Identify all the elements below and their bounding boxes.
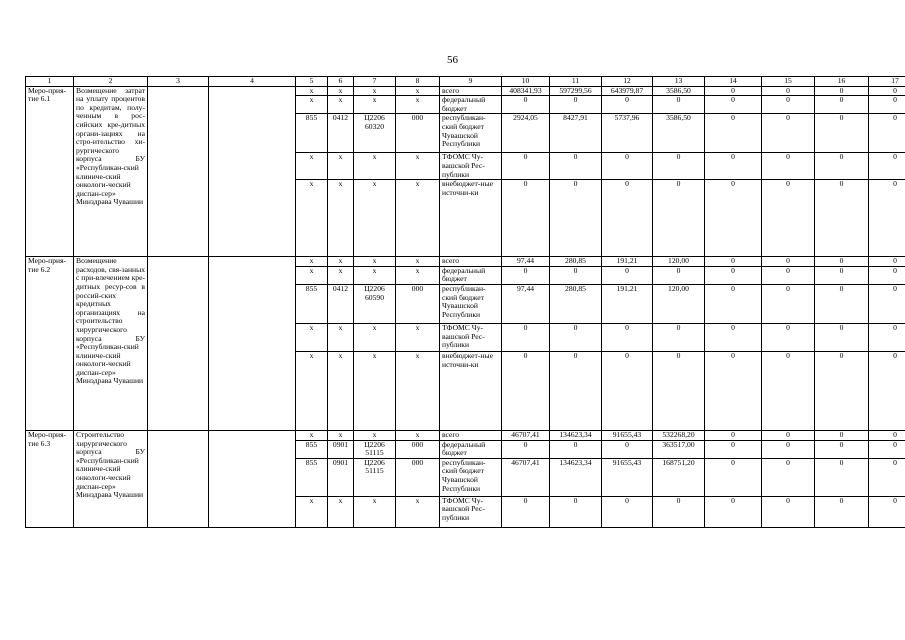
funding-amount: 0	[815, 323, 869, 351]
event-label: Меро-прия-тие 6.2	[26, 257, 74, 431]
funding-amount: 134623,34	[550, 430, 602, 440]
grbs-code: 855	[296, 440, 328, 458]
grbs-code: х	[296, 86, 328, 96]
expense-type-code: х	[396, 266, 440, 284]
funding-amount: 97,44	[502, 257, 550, 267]
funding-amount: 91655,43	[602, 458, 653, 496]
grbs-code: х	[296, 351, 328, 430]
funding-amount: 0	[869, 323, 905, 351]
funding-amount: 120,00	[653, 257, 705, 267]
event-label: Меро-прия-тие 6.3	[26, 430, 74, 527]
target-article-code: х	[354, 153, 396, 180]
funding-amount: 363517,00	[653, 440, 705, 458]
section-code: х	[328, 266, 354, 284]
grbs-code: 855	[296, 114, 328, 153]
grbs-code: х	[296, 266, 328, 284]
section-code: 0901	[328, 458, 354, 496]
budget-table	[25, 76, 905, 528]
funding-amount: 5737,96	[602, 114, 653, 153]
funding-amount: 3586,50	[653, 86, 705, 96]
funding-amount: 0	[602, 440, 653, 458]
funding-amount: 168751,20	[653, 458, 705, 496]
event-name: Возмещение расходов, свя-занных с при-влечением кре-дитных ресур-сов в россий-ских кредитных организациях на строительство хирургического корпуса БУ «Республикан-ский клиниче-ский онкологи-ческий диспан-сер» Минздрава Чувашии	[74, 257, 148, 431]
table-row	[26, 86, 905, 96]
event-label: Меро-прия-тие 6.1	[26, 86, 74, 257]
funding-amount: 0	[602, 180, 653, 257]
grbs-code: х	[296, 430, 328, 440]
grbs-code: х	[296, 496, 328, 527]
column-number: 7	[354, 77, 396, 87]
expense-type-code: х	[396, 86, 440, 96]
responsible-executor-cell	[148, 430, 209, 527]
expense-type-code: х	[396, 496, 440, 527]
funding-amount: 0	[815, 180, 869, 257]
co-executor-cell	[209, 257, 296, 431]
funding-source: федеральный бюджет	[440, 440, 502, 458]
section-code: х	[328, 323, 354, 351]
funding-source: внебюджет-ные источни-ки	[440, 351, 502, 430]
expense-type-code: 000	[396, 114, 440, 153]
funding-amount: 91655,43	[602, 430, 653, 440]
funding-amount: 0	[815, 86, 869, 96]
funding-source: федеральный бюджет	[440, 266, 502, 284]
grbs-code: х	[296, 323, 328, 351]
column-number: 6	[328, 77, 354, 87]
co-executor-cell	[209, 430, 296, 527]
funding-amount: 0	[815, 440, 869, 458]
funding-amount: 0	[653, 96, 705, 114]
funding-amount: 0	[869, 284, 905, 323]
responsible-executor-cell	[148, 86, 209, 257]
funding-amount: 0	[602, 323, 653, 351]
funding-amount: 0	[869, 430, 905, 440]
funding-source: республикан-ский бюджет Чувашской Республики	[440, 284, 502, 323]
funding-amount: 0	[602, 496, 653, 527]
funding-amount: 0	[550, 496, 602, 527]
column-number: 2	[74, 77, 148, 87]
funding-source: ТФОМС Чу-вашской Рес-публики	[440, 153, 502, 180]
column-number: 5	[296, 77, 328, 87]
funding-amount: 408341,93	[502, 86, 550, 96]
funding-amount: 0	[815, 351, 869, 430]
section-code: х	[328, 96, 354, 114]
target-article-code: Ц2206 51115	[354, 440, 396, 458]
funding-amount: 0	[869, 440, 905, 458]
funding-amount: 0	[869, 257, 905, 267]
target-article-code: х	[354, 180, 396, 257]
section-code: х	[328, 351, 354, 430]
funding-amount: 0	[869, 96, 905, 114]
expense-type-code: х	[396, 323, 440, 351]
funding-source: федеральный бюджет	[440, 96, 502, 114]
funding-amount: 0	[815, 153, 869, 180]
section-code: х	[328, 257, 354, 267]
expense-type-code: 000	[396, 284, 440, 323]
funding-amount: 0	[705, 496, 762, 527]
funding-source: всего	[440, 86, 502, 96]
funding-amount: 0	[550, 266, 602, 284]
column-number: 15	[762, 77, 815, 87]
funding-amount: 0	[815, 114, 869, 153]
target-article-code: х	[354, 257, 396, 267]
funding-amount: 0	[502, 440, 550, 458]
expense-type-code: х	[396, 153, 440, 180]
column-number-row	[26, 77, 905, 87]
funding-amount: 0	[653, 153, 705, 180]
column-number: 8	[396, 77, 440, 87]
grbs-code: х	[296, 180, 328, 257]
funding-amount: 0	[762, 284, 815, 323]
funding-amount: 0	[705, 284, 762, 323]
funding-amount: 0	[815, 257, 869, 267]
funding-amount: 0	[869, 266, 905, 284]
funding-amount: 0	[550, 323, 602, 351]
funding-amount: 0	[653, 496, 705, 527]
funding-amount: 8427,91	[550, 114, 602, 153]
event-name: Строительство хирургического корпуса БУ «Республикан-ский клиниче-ский онкологи-ческий диспан-сер» Минздрава Чувашии	[74, 430, 148, 527]
funding-amount: 0	[762, 153, 815, 180]
section-code: х	[328, 180, 354, 257]
funding-amount: 0	[815, 496, 869, 527]
target-article-code: х	[354, 496, 396, 527]
funding-amount: 0	[705, 180, 762, 257]
funding-amount: 0	[502, 180, 550, 257]
funding-amount: 0	[653, 266, 705, 284]
responsible-executor-cell	[148, 257, 209, 431]
expense-type-code: х	[396, 96, 440, 114]
table-row	[26, 430, 905, 440]
funding-amount: 0	[705, 266, 762, 284]
funding-amount: 0	[869, 458, 905, 496]
grbs-code: 855	[296, 458, 328, 496]
funding-amount: 597299,56	[550, 86, 602, 96]
funding-amount: 0	[502, 323, 550, 351]
funding-amount: 0	[550, 440, 602, 458]
funding-amount: 0	[653, 351, 705, 430]
funding-source: внебюджет-ные источни-ки	[440, 180, 502, 257]
column-number: 3	[148, 77, 209, 87]
funding-amount: 0	[762, 86, 815, 96]
funding-amount: 0	[705, 153, 762, 180]
expense-type-code: х	[396, 180, 440, 257]
column-number: 1	[26, 77, 74, 87]
grbs-code: х	[296, 153, 328, 180]
column-number: 9	[440, 77, 502, 87]
column-number: 11	[550, 77, 602, 87]
funding-amount: 0	[705, 323, 762, 351]
funding-amount: 0	[762, 496, 815, 527]
funding-amount: 0	[869, 496, 905, 527]
funding-amount: 0	[705, 458, 762, 496]
expense-type-code: х	[396, 351, 440, 430]
table-row	[26, 257, 905, 267]
funding-amount: 134623,34	[550, 458, 602, 496]
funding-amount: 2924,05	[502, 114, 550, 153]
funding-amount: 0	[602, 266, 653, 284]
grbs-code: 855	[296, 284, 328, 323]
funding-amount: 0	[869, 114, 905, 153]
funding-amount: 0	[762, 323, 815, 351]
event-name: Возмещение затрат на уплату процентов по кредитам, полу-ченным в рос-сийских кре-дитных органи-зациях на стро-ительство хи-рургического корпуса БУ «Республикан-ский клиниче-ский онкологи-ческий диспан-сер» Минздрава Чувашии	[74, 86, 148, 257]
funding-amount: 0	[550, 96, 602, 114]
column-number: 14	[705, 77, 762, 87]
target-article-code: х	[354, 266, 396, 284]
funding-amount: 0	[705, 257, 762, 267]
funding-amount: 46707,41	[502, 458, 550, 496]
funding-amount: 0	[550, 180, 602, 257]
funding-source: республикан-ский бюджет Чувашской Республики	[440, 114, 502, 153]
target-article-code: Ц2206 60590	[354, 284, 396, 323]
funding-amount: 0	[502, 266, 550, 284]
target-article-code: х	[354, 351, 396, 430]
funding-amount: 0	[815, 458, 869, 496]
section-code: 0412	[328, 114, 354, 153]
funding-amount: 0	[762, 351, 815, 430]
expense-type-code: х	[396, 257, 440, 267]
grbs-code: х	[296, 257, 328, 267]
funding-source: всего	[440, 257, 502, 267]
funding-amount: 280,85	[550, 257, 602, 267]
funding-amount: 0	[602, 351, 653, 430]
expense-type-code: 000	[396, 458, 440, 496]
target-article-code: х	[354, 430, 396, 440]
funding-amount: 0	[602, 96, 653, 114]
funding-amount: 0	[762, 266, 815, 284]
funding-amount: 97,44	[502, 284, 550, 323]
funding-amount: 0	[602, 153, 653, 180]
funding-amount: 120,00	[653, 284, 705, 323]
funding-source: всего	[440, 430, 502, 440]
target-article-code: Ц2206 60320	[354, 114, 396, 153]
section-code: х	[328, 153, 354, 180]
funding-amount: 0	[705, 114, 762, 153]
co-executor-cell	[209, 86, 296, 257]
funding-amount: 0	[502, 96, 550, 114]
page-number: 56	[447, 54, 458, 66]
section-code: 0412	[328, 284, 354, 323]
funding-source: ТФОМС Чу-вашской Рес-публики	[440, 323, 502, 351]
column-number: 12	[602, 77, 653, 87]
expense-type-code: х	[396, 430, 440, 440]
section-code: х	[328, 430, 354, 440]
target-article-code: х	[354, 86, 396, 96]
column-number: 16	[815, 77, 869, 87]
funding-amount: 0	[815, 96, 869, 114]
column-number: 10	[502, 77, 550, 87]
funding-amount: 0	[762, 180, 815, 257]
funding-amount: 0	[869, 86, 905, 96]
column-number: 13	[653, 77, 705, 87]
funding-amount: 0	[705, 351, 762, 430]
funding-amount: 3586,50	[653, 114, 705, 153]
section-code: х	[328, 496, 354, 527]
funding-amount: 0	[869, 153, 905, 180]
funding-amount: 0	[762, 96, 815, 114]
funding-amount: 0	[550, 153, 602, 180]
funding-amount: 0	[502, 153, 550, 180]
funding-amount: 0	[815, 284, 869, 323]
funding-amount: 46707,41	[502, 430, 550, 440]
target-article-code: х	[354, 323, 396, 351]
funding-amount: 0	[653, 323, 705, 351]
funding-amount: 0	[550, 351, 602, 430]
funding-amount: 0	[502, 496, 550, 527]
section-code: х	[328, 86, 354, 96]
funding-amount: 0	[815, 430, 869, 440]
funding-amount: 0	[815, 266, 869, 284]
funding-amount: 0	[869, 180, 905, 257]
funding-amount: 0	[653, 180, 705, 257]
funding-source: республикан-ский бюджет Чувашской Республики	[440, 458, 502, 496]
grbs-code: х	[296, 96, 328, 114]
expense-type-code: 000	[396, 440, 440, 458]
funding-amount: 0	[762, 430, 815, 440]
target-article-code: х	[354, 96, 396, 114]
column-number: 4	[209, 77, 296, 87]
funding-amount: 191,21	[602, 257, 653, 267]
funding-amount: 643979,87	[602, 86, 653, 96]
funding-amount: 0	[502, 351, 550, 430]
funding-amount: 0	[705, 440, 762, 458]
target-article-code: Ц2206 51115	[354, 458, 396, 496]
funding-amount: 0	[762, 440, 815, 458]
funding-amount: 191,21	[602, 284, 653, 323]
funding-amount: 280,85	[550, 284, 602, 323]
funding-amount: 0	[705, 86, 762, 96]
funding-source: ТФОМС Чу-вашской Рес-публики	[440, 496, 502, 527]
section-code: 0901	[328, 440, 354, 458]
funding-amount: 0	[705, 96, 762, 114]
funding-amount: 0	[762, 458, 815, 496]
funding-amount: 0	[762, 257, 815, 267]
funding-amount: 532268,20	[653, 430, 705, 440]
funding-amount: 0	[705, 430, 762, 440]
funding-amount: 0	[762, 114, 815, 153]
column-number: 17	[869, 77, 905, 87]
funding-amount: 0	[869, 351, 905, 430]
